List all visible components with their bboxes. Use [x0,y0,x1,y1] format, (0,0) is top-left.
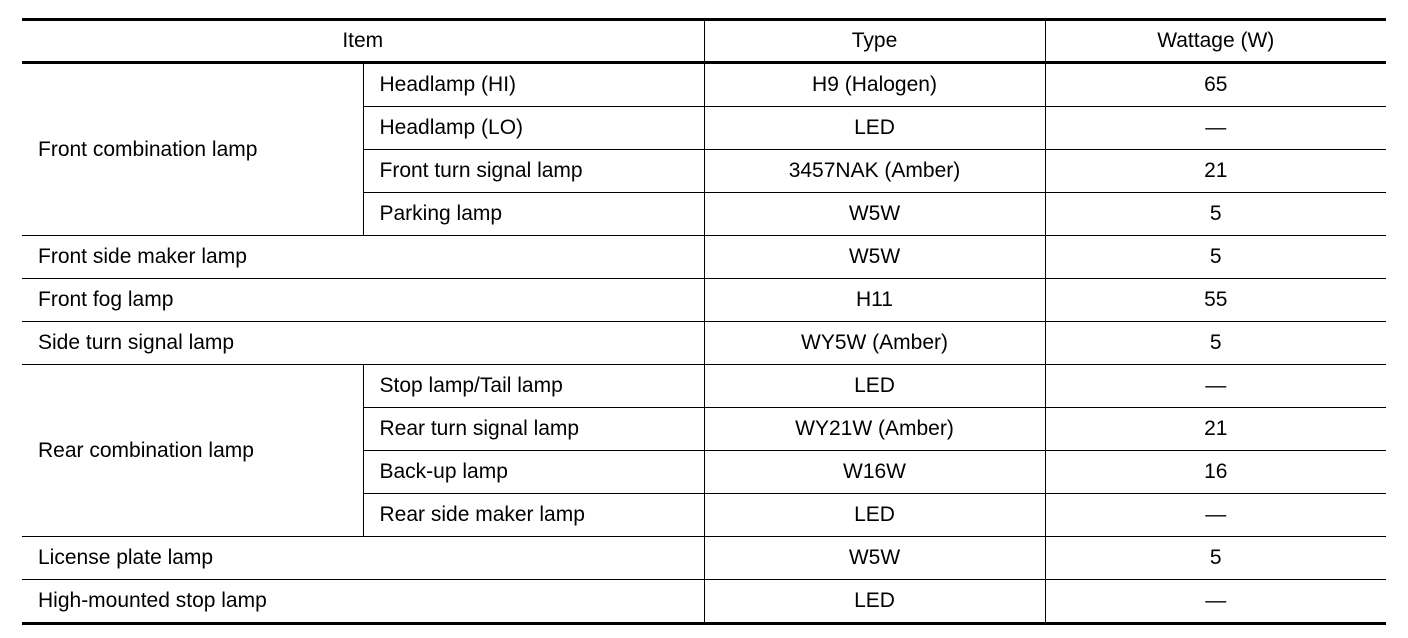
row-wattage: 5 [1045,322,1386,365]
group-label-front-combination: Front combination lamp [22,63,363,236]
row-item: License plate lamp [22,537,704,580]
row-wattage: 65 [1045,63,1386,107]
row-wattage: — [1045,107,1386,150]
row-type: WY5W (Amber) [704,322,1045,365]
row-type: W5W [704,537,1045,580]
row-wattage: 55 [1045,279,1386,322]
row-type: W5W [704,236,1045,279]
row-item: Front fog lamp [22,279,704,322]
header-type: Type [704,20,1045,63]
row-type: H9 (Halogen) [704,63,1045,107]
header-wattage: Wattage (W) [1045,20,1386,63]
row-type: LED [704,107,1045,150]
row-wattage: 5 [1045,193,1386,236]
row-wattage: 5 [1045,236,1386,279]
row-item: Headlamp (HI) [363,63,704,107]
row-item: Parking lamp [363,193,704,236]
table-row [22,365,1386,408]
table-row [22,279,1386,322]
row-item: Back-up lamp [363,451,704,494]
row-item: Front turn signal lamp [363,150,704,193]
row-item: Rear side maker lamp [363,494,704,537]
table-row [22,236,1386,279]
row-wattage: 16 [1045,451,1386,494]
row-type: W5W [704,193,1045,236]
bulb-specification-table [22,18,1386,625]
header-item: Item [22,20,704,63]
row-item: Rear turn signal lamp [363,408,704,451]
row-item: Headlamp (LO) [363,107,704,150]
row-type: WY21W (Amber) [704,408,1045,451]
table-row [22,580,1386,624]
table-row [22,537,1386,580]
table-header-row [22,20,1386,63]
row-item: Stop lamp/Tail lamp [363,365,704,408]
row-wattage: — [1045,365,1386,408]
table-row [22,322,1386,365]
table-row [22,63,1386,107]
row-wattage: — [1045,494,1386,537]
row-type: H11 [704,279,1045,322]
row-type: W16W [704,451,1045,494]
row-type: LED [704,580,1045,624]
row-item: High-mounted stop lamp [22,580,704,624]
row-wattage: — [1045,580,1386,624]
row-wattage: 21 [1045,150,1386,193]
row-item: Front side maker lamp [22,236,704,279]
row-wattage: 21 [1045,408,1386,451]
row-item: Side turn signal lamp [22,322,704,365]
row-type: LED [704,494,1045,537]
row-type: 3457NAK (Amber) [704,150,1045,193]
group-label-rear-combination: Rear combination lamp [22,365,363,537]
row-wattage: 5 [1045,537,1386,580]
row-type: LED [704,365,1045,408]
